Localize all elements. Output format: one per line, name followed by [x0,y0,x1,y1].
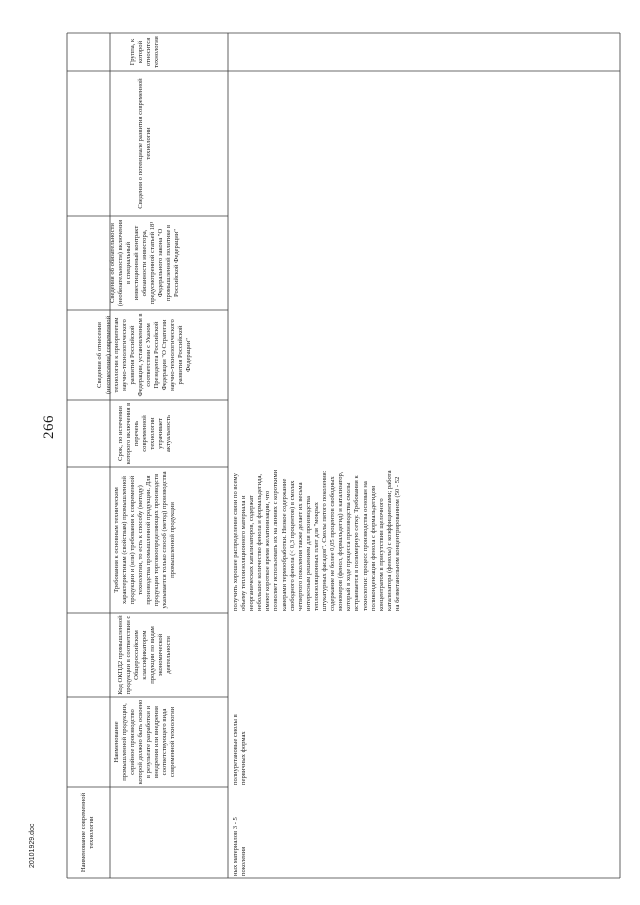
cell-text: получить хорошее распределение связи по всему объему теплоизоляционного материала и неорганических катализаторов, содержат небольшое количество фенола и формальдегида, имеют короткое время желатинизации, что позволяет использовать их на линиях с короткими камерами термообработки. Низкое содержание свободного фенола (< 0,3 процентов) в смолах четвертого поколения также делает их весьма интересным решением для производства теплоизоляционных плит для "мокрых штукатурных фасадов". Смолы пятого поколения: содержание не более 0,05 процентов свободных мономеров (фенол, формальдегид) и катализатор, который в ходе процесса производства смолы встраивается в полимерную сетку. Требования к технологии: процесс производства основан на поликонденсации фенола с формальдегидом концентратом в присутствии щелочного катализатора (фенолы) с коэффициентами; работа на безметанольном концентрированном (50 - 52 [232,469,401,611]
footer-filename: 20101929.doc [29,823,36,868]
header-label: Сведения об отнесении (неотнесении) современной технологии к приоритетам научно-технологического развития Российской Федерации, установленным в соответствии с Указом Президента Российской Федерации "О Стратегии научно-технологического развития Российской Федерации" [96,313,193,397]
cell-text: ных материалов 3 - 5 поколения [232,817,248,876]
header-label: Сведения о потенциале развития современной технологии [136,78,152,209]
cell-text: полиуретановые смолы в первичных формах [232,714,248,785]
header-label: Группа, к которой относится технология [128,36,161,68]
header-label: Наименование промышленной продукции, серийное производство которой должно быть освоено в результате разработки и внедрения или внедрения соответствующего вида современной технологии [112,699,177,785]
header-label: Наименование современной технологии [79,792,95,873]
header-label: Срок, по истечении которого включения в перечень современной технологии утрачивает актуальность [116,402,173,465]
page-number: 266 [41,415,57,439]
header-label: Требования к основным техническим характеристикам (свойствам) промышленной продукции и (или) требования к современной технологии, то есть к способу (методу) производства промышленной продукции. Для продукции торговоопределяющих производств указывается только способ (метод) производства промышленной продукции [112,471,177,609]
header-label: Код ОКПД2 промышленной продукции в соответствии с Общероссийским классификатором продукции по видам экономической деятельности [116,615,173,695]
header-label: Сведения об обязательности (необязательности) включения в специальный инвестиционный контракт обязанности инвестора, предусмотренной статьей 18¹ Федерального закона "О промышленной политике в Российской Федерации" [108,219,181,307]
